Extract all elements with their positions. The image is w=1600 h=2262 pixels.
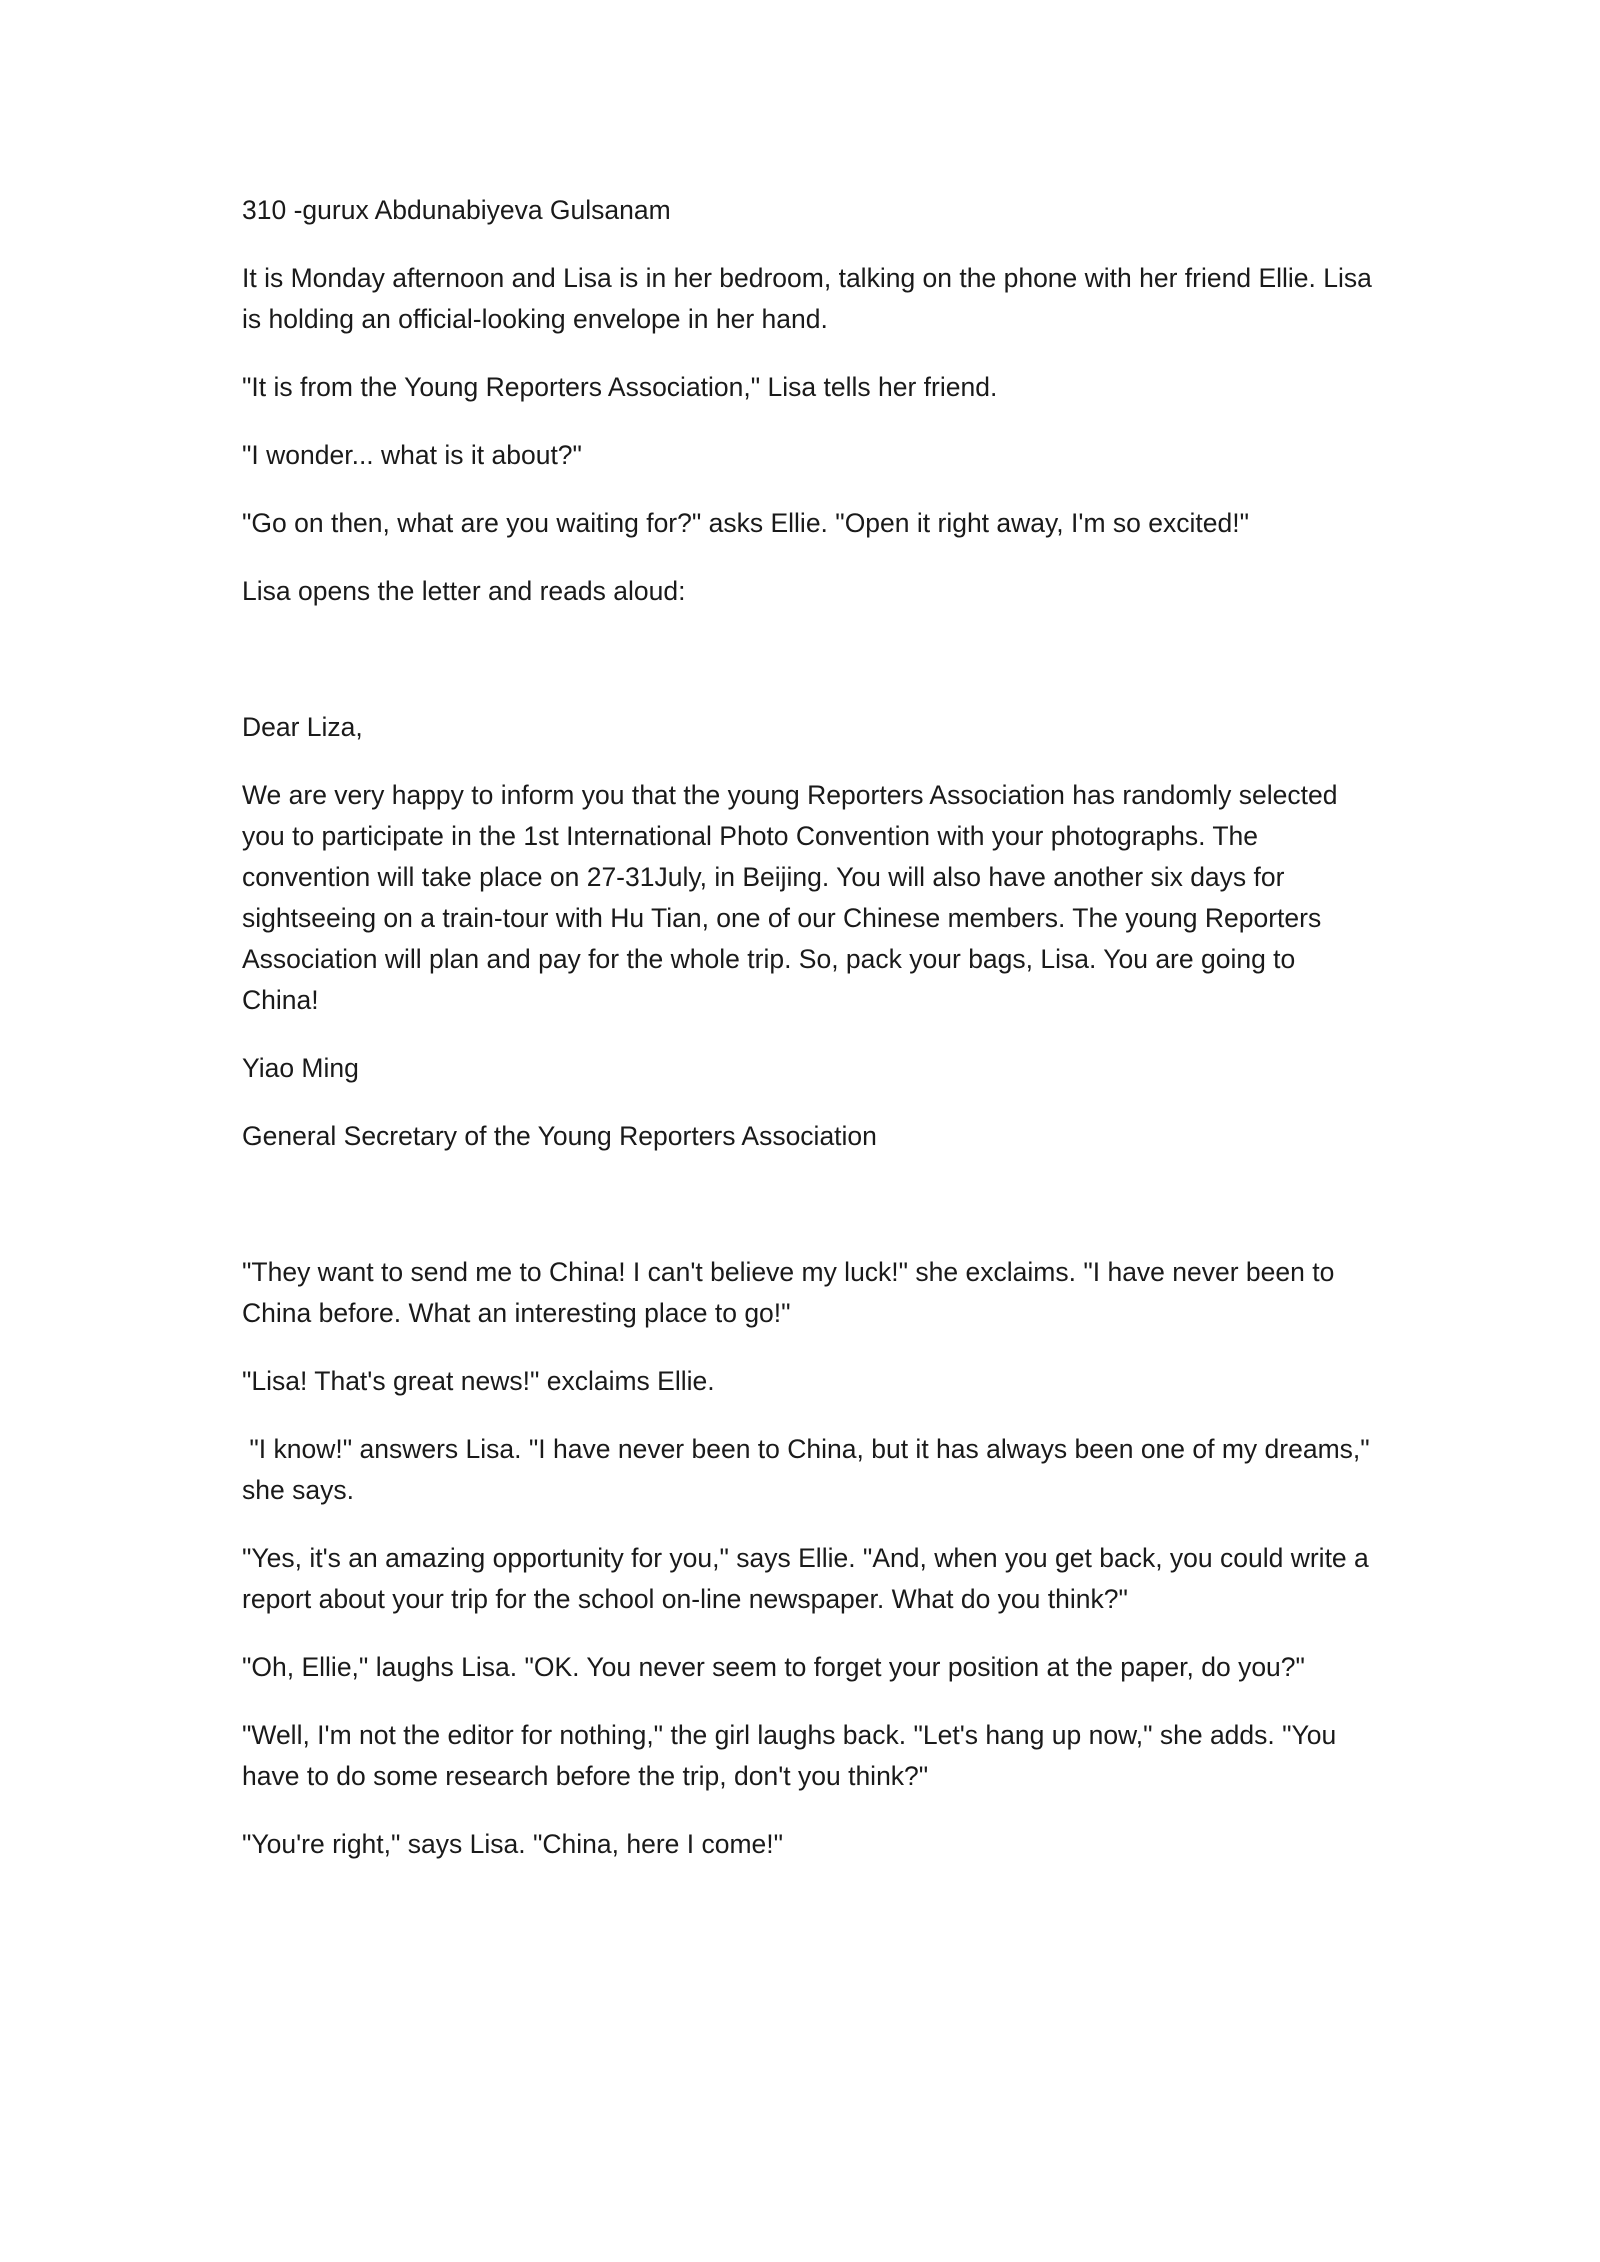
dialogue-paragraph-3: "I know!" answers Lisa. "I have never been to China, but it has always been one of my dreams," she says.	[242, 1434, 1378, 1505]
dialogue-paragraph-2: "Lisa! That's great news!" exclaims Ellie.	[242, 1366, 715, 1396]
dialogue-paragraph-7: "You're right," says Lisa. "China, here I come!"	[242, 1829, 784, 1859]
intro-paragraph-3: "I wonder... what is it about?"	[242, 440, 582, 470]
dialogue-paragraph-5: "Oh, Ellie," laughs Lisa. "OK. You never seem to forget your position at the paper, do you?"	[242, 1652, 1305, 1682]
document-body	[242, 190, 1378, 1892]
intro-paragraph-2: "It is from the Young Reporters Association," Lisa tells her friend.	[242, 372, 998, 402]
letter-body: We are very happy to inform you that the young Reporters Association has randomly selected you to participate in the 1st International Photo Convention with your photographs. The convention will take place on 27-31July, in Beijing. You will also have another six days for sightseeing on a train-tour with Hu Tian, one of our Chinese members. The young Reporters Association will plan and pay for the whole trip. So, pack your bags, Lisa. You are going to China!	[242, 780, 1338, 1015]
intro-paragraph-1: It is Monday afternoon and Lisa is in her bedroom, talking on the phone with her friend Ellie. Lisa is holding an official-looking envelope in her hand.	[242, 263, 1372, 334]
intro-paragraph-4: "Go on then, what are you waiting for?" asks Ellie. "Open it right away, I'm so excited!"	[242, 508, 1249, 538]
blank-line	[242, 639, 1372, 707]
blank-line	[242, 1184, 1372, 1252]
letter-signature-name: Yiao Ming	[242, 1053, 359, 1083]
dialogue-paragraph-4: "Yes, it's an amazing opportunity for you," says Ellie. "And, when you get back, you could write a report about your trip for the school on-line newspaper. What do you think?"	[242, 1543, 1369, 1614]
letter-salutation: Dear Liza,	[242, 712, 363, 742]
letter-signature-title: General Secretary of the Young Reporters Association	[242, 1121, 877, 1151]
intro-paragraph-5: Lisa opens the letter and reads aloud:	[242, 576, 686, 606]
document-header: 310 -gurux Abdunabiyeva Gulsanam	[242, 195, 671, 225]
dialogue-paragraph-1: "They want to send me to China! I can't believe my luck!" she exclaims. "I have never been to China before. What an interesting place to go!"	[242, 1257, 1335, 1328]
dialogue-paragraph-6: "Well, I'm not the editor for nothing," the girl laughs back. "Let's hang up now," she adds. "You have to do some research before the trip, don't you think?"	[242, 1720, 1337, 1791]
